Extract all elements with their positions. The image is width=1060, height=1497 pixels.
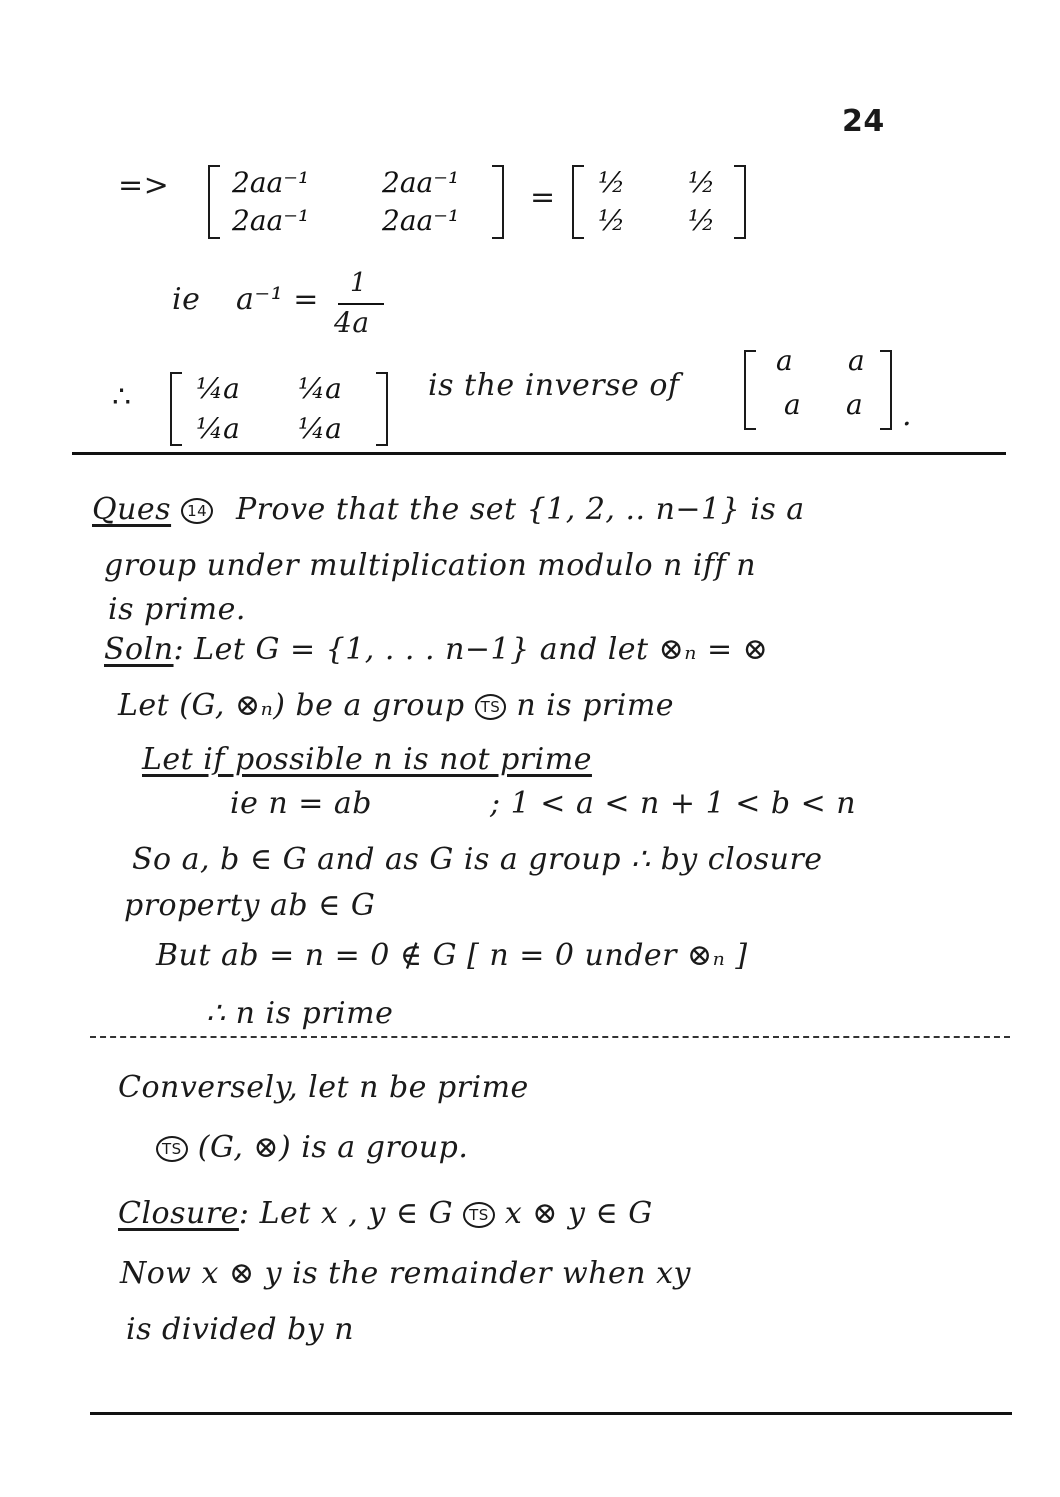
fraction-denominator: 4a	[334, 306, 370, 339]
matrix-cell: ½	[688, 166, 716, 199]
right-bracket-close	[734, 165, 746, 239]
closure-line	[118, 1196, 653, 1231]
ts-badge: TS	[156, 1136, 188, 1162]
solution-line-7: But ab = n = 0 ∉ G [ n = 0 under ⊗ₙ ]	[156, 938, 748, 973]
matrix-cell: a	[784, 388, 801, 421]
inverse-text: is the inverse of	[428, 368, 680, 403]
question-line-3: is prime.	[108, 592, 246, 627]
matrix-cell: ¼a	[298, 412, 342, 445]
solution-line-5: So a, b ∈ G and as G is a group ∴ by closure	[132, 842, 823, 877]
ts-badge: TS	[463, 1202, 495, 1228]
fraction-bar	[338, 303, 384, 305]
bracket-open	[744, 350, 756, 430]
assumption-text: Let (G, ⊗ₙ) be a group	[118, 688, 465, 723]
solution-def: : Let G = {1, . . . n−1} and let ⊗ₙ = ⊗	[173, 632, 769, 667]
left-bracket-open	[208, 165, 220, 239]
converse-line-2	[156, 1130, 468, 1165]
left-bracket-close	[492, 165, 504, 239]
right-bracket-open	[572, 165, 584, 239]
converse-line-5: is divided by n	[126, 1312, 355, 1347]
matrix-cell: ½	[598, 166, 626, 199]
matrix-cell: ¼a	[196, 412, 240, 445]
fraction-numerator: 1	[350, 268, 368, 298]
period: .	[902, 398, 913, 433]
question-line-1: Prove that the set {1, 2, .. n−1} is a	[236, 492, 805, 527]
closure-def: : Let x , y ∈ G	[238, 1196, 454, 1231]
closure-goal: x ⊗ y ∈ G	[504, 1196, 653, 1231]
therefore-symbol: ∴	[112, 380, 132, 415]
converse-line-4: Now x ⊗ y is the remainder when xy	[120, 1256, 691, 1291]
converse-goal: (G, ⊗) is a group.	[197, 1130, 469, 1165]
matrix-cell: a	[846, 388, 863, 421]
closure-label: Closure	[118, 1196, 239, 1231]
bottom-rule	[90, 1412, 1012, 1415]
question-number-badge: 14	[181, 498, 213, 524]
implies-symbol: =>	[118, 168, 170, 203]
matrix-cell: ¼a	[298, 372, 342, 405]
section-divider	[72, 452, 1006, 455]
solution-line-1	[104, 632, 768, 667]
solution-line-2	[118, 688, 674, 723]
question-label: Ques	[92, 492, 172, 527]
matrix-cell: 2aa⁻¹	[382, 204, 460, 237]
page-number: 24	[842, 104, 885, 139]
matrix-cell: ½	[598, 204, 626, 237]
solution-line-4b: ; 1 < a < n + 1 < b < n	[490, 786, 857, 821]
solution-label: Soln	[104, 632, 174, 667]
matrix-cell: ½	[688, 204, 716, 237]
goal-text: n is prime	[516, 688, 675, 723]
solution-line-8: ∴ n is prime	[206, 996, 394, 1031]
matrix-cell: 2aa⁻¹	[232, 166, 310, 199]
matrix-cell: 2aa⁻¹	[232, 204, 310, 237]
ts-badge: TS	[475, 694, 507, 720]
bracket-close	[376, 372, 388, 446]
matrix-cell: a	[776, 344, 793, 377]
solution-line-3: Let if possible n is not prime	[142, 742, 592, 777]
matrix-cell: ¼a	[196, 372, 240, 405]
question-line-2: group under multiplication modulo n iff n	[104, 548, 757, 583]
solution-line-4a: ie n = ab	[230, 786, 373, 821]
ie-label: ie	[172, 282, 201, 317]
bracket-close	[880, 350, 892, 430]
question-heading	[92, 492, 213, 527]
equals-sign: =	[530, 180, 556, 215]
inverse-lhs: a⁻¹ =	[236, 282, 319, 317]
matrix-cell: 2aa⁻¹	[382, 166, 460, 199]
solution-line-6: property ab ∈ G	[124, 888, 376, 923]
converse-line-1: Conversely, let n be prime	[118, 1070, 529, 1105]
bracket-open	[170, 372, 182, 446]
dashed-divider	[90, 1036, 1010, 1038]
matrix-cell: a	[848, 344, 865, 377]
